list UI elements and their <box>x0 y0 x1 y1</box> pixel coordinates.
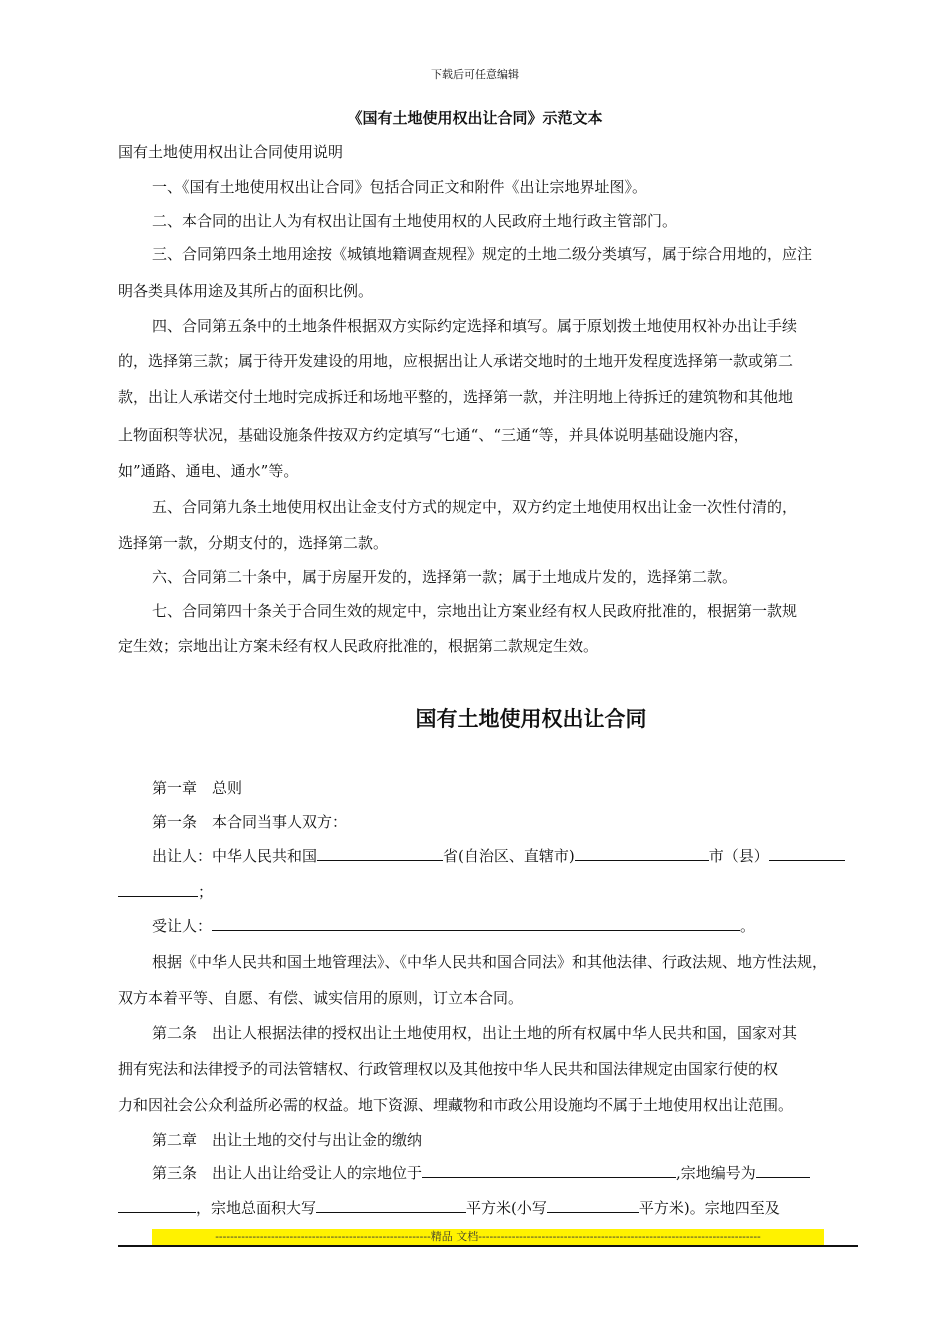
document-title: 《国有土地使用权出让合同》示范文本 <box>347 109 603 127</box>
art3-prefix: 第三条 出让人出让给受让人的宗地位于 <box>152 1164 423 1182</box>
grantor-line <box>152 846 845 866</box>
article-1: 第一条 本合同当事人双方： <box>152 813 348 831</box>
instruction-line: 五、合同第九条土地使用权出让金支付方式的规定中，双方约定土地使用权出让金一次性付清的， <box>152 498 798 516</box>
grantor-line-cont <box>118 882 213 902</box>
parcel-location-blank[interactable] <box>422 1163 676 1178</box>
instruction-line: 六、合同第二十条中，属于房屋开发的，选择第一款；属于土地成片发的，选择第二款。 <box>152 568 738 586</box>
instruction-line: 明各类具体用途及其所占的面积比例。 <box>118 282 374 300</box>
basis-line: 双方本着平等、自愿、有偿、诚实信用的原则，订立本合同。 <box>118 989 524 1007</box>
province-blank[interactable] <box>317 846 443 861</box>
instruction-line: 一、《国有土地使用权出让合同》包括合同正文和附件《出让宗地界址图》。 <box>152 178 648 196</box>
article-2-line: 拥有宪法和法律授予的司法管辖权、行政管理权以及其他按中华人民共和国法律规定由国家行使的权 <box>118 1060 779 1078</box>
grantor-prefix: 出让人：中华人民共和国 <box>152 847 318 865</box>
instruction-line: 四、合同第五条中的土地条件根据双方实际约定选择和填写。属于原划拨土地使用权补办出让手续 <box>152 317 798 335</box>
basis-line: 根据《中华人民共和国土地管理法》、《中华人民共和国合同法》和其他法律、行政法规、地方性法规， <box>152 953 828 971</box>
instructions-heading: 国有土地使用权出让合同使用说明 <box>118 143 344 161</box>
city-blank[interactable] <box>575 846 709 861</box>
article-3-line <box>152 1163 810 1183</box>
instruction-line: 选择第一款，分期支付的，选择第二款。 <box>118 534 389 552</box>
art3-sqm-small-label: 平方米(小写 <box>466 1199 547 1217</box>
parcel-number-blank-cont[interactable] <box>118 1198 196 1213</box>
article-2-line: 力和因社会公众利益所必需的权益。地下资源、埋藏物和市政公用设施均不属于土地使用权出让范围。 <box>118 1096 794 1114</box>
instruction-line: 三、合同第四条土地用途按《城镇地籍调查规程》规定的土地二级分类填写，属于综合用地的，应注 <box>152 245 813 263</box>
grantee-line <box>152 916 755 936</box>
art3-area-upper-label: ，宗地总面积大写 <box>196 1199 317 1217</box>
area-lower-blank[interactable] <box>547 1198 639 1213</box>
county-blank[interactable] <box>769 846 845 861</box>
grantor-city-label: 市（县） <box>708 847 769 865</box>
chapter-heading: 第一章 总则 <box>152 779 243 797</box>
instruction-line: 的，选择第三款；属于待开发建设的用地，应根据出让人承诺交地时的土地开发程度选择第一款或第二 <box>118 352 794 370</box>
header-note: 下载后可任意编辑 <box>431 68 519 81</box>
instruction-line: 如”通路、通电、通水”等。 <box>118 462 299 480</box>
instruction-line: 七、合同第四十条关于合同生效的规定中，宗地出让方案业经有权人民政府批准的，根据第一款规 <box>152 602 798 620</box>
grantee-label: 受让人： <box>152 917 213 935</box>
grantee-blank[interactable] <box>212 916 740 931</box>
instruction-line: 款，出让人承诺交付土地时完成拆迁和场地平整的，选择第一款，并注明地上待拆迁的建筑物和其他地 <box>118 388 794 406</box>
grantor-province-label: 省(自治区、直辖市) <box>443 847 575 865</box>
parcel-number-blank[interactable] <box>756 1163 810 1178</box>
grantor-semicolon: ； <box>198 883 214 901</box>
chapter-heading: 第二章 出让土地的交付与出让金的缴纳 <box>152 1131 423 1149</box>
grantor-extra-blank[interactable] <box>118 882 198 897</box>
instruction-line: 二、本合同的出让人为有权出让国有土地使用权的人民政府土地行政主管部门。 <box>152 212 678 230</box>
article-3-line-cont <box>118 1198 780 1218</box>
contract-title: 国有土地使用权出让合同 <box>415 707 647 731</box>
article-2-line: 第二条 出让人根据法律的授权出让土地使用权，出让土地的所有权属中华人民共和国，国家对其 <box>152 1024 798 1042</box>
instruction-line: 上物面积等状况，基础设施条件按双方约定填写“七通“、“三通“等，并具体说明基础设施内容， <box>118 426 749 444</box>
instruction-line: 定生效；宗地出让方案未经有权人民政府批准的，根据第二款规定生效。 <box>118 637 599 655</box>
art3-sqm-end-label: 平方米)。宗地四至及 <box>638 1199 780 1217</box>
art3-parcel-no-label: ,宗地编号为 <box>676 1164 756 1182</box>
footer-watermark: ----------------------------------------------------------精品 文档---------------------------------------------------------------------------- <box>152 1229 824 1245</box>
area-upper-blank[interactable] <box>316 1198 466 1213</box>
grantee-period: 。 <box>740 917 756 935</box>
footer-divider <box>118 1245 858 1247</box>
